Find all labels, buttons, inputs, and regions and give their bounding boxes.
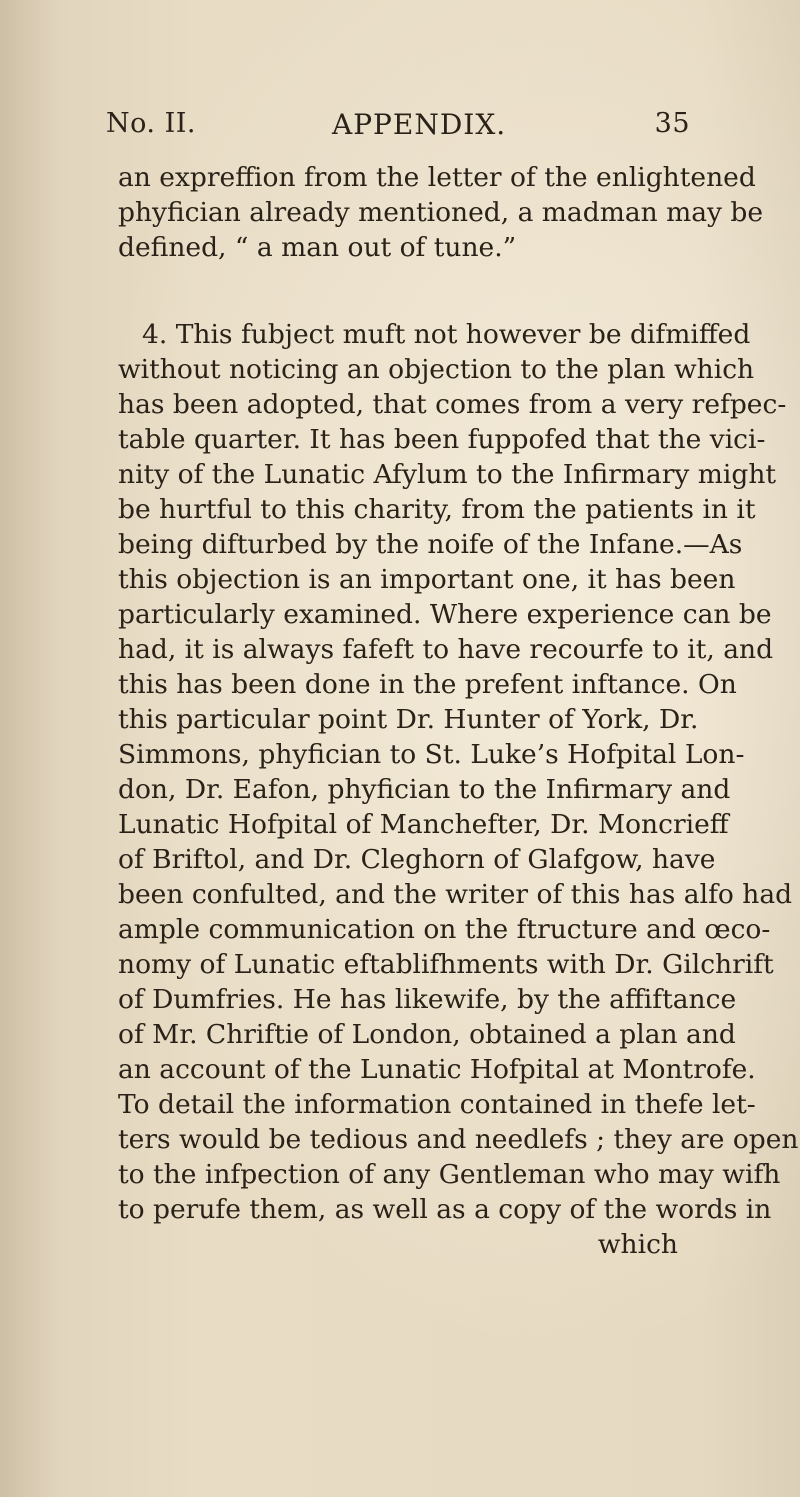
text-line: nomy of Lunatic eftablifhments with Dr. Gilchrift	[118, 949, 774, 980]
text-line: been confulted, and the writer of this has alfo had	[118, 879, 793, 910]
text-line: Lunatic Hofpital of Manchefter, Dr. Moncrieff	[118, 809, 729, 840]
paragraph-2	[118, 317, 799, 1262]
text-line: has been adopted, that comes from a very refpec-	[118, 389, 787, 420]
text-line: of Dumfries. He has likewife, by the affiftance	[118, 984, 737, 1015]
text-line: being difturbed by the noife of the Infane.—As	[118, 529, 743, 560]
text-line: this particular point Dr. Hunter of York, Dr.	[118, 704, 699, 735]
text-line: defined, “ a man out of tune.”	[118, 232, 517, 263]
text-line: ters would be tedious and needlefs ; they are open	[118, 1124, 799, 1155]
text-line: had, it is always fafeft to have recourfe to it, and	[118, 634, 774, 665]
text-line: this objection is an important one, it has been	[118, 564, 736, 595]
text-line: without noticing an objection to the plan which	[118, 354, 755, 385]
text-line: this has been done in the prefent inftance. On	[118, 669, 737, 700]
section-label: No. II.	[106, 108, 196, 139]
page-title: APPENDIX.	[332, 108, 507, 141]
text-line: ample communication on the ftructure and œco-	[118, 914, 771, 945]
paragraph-1	[118, 160, 764, 265]
page-number: 35	[654, 108, 690, 139]
text-line: to the infpection of any Gentleman who may wifh	[118, 1159, 781, 1190]
running-header	[106, 108, 690, 148]
text-line: be hurtful to this charity, from the patients in it	[118, 494, 756, 525]
text-line: nity of the Lunatic Afylum to the Infirmary might	[118, 459, 777, 490]
text-line: Simmons, phyfician to St. Luke’s Hofpital Lon-	[118, 739, 745, 770]
text-line: of Briftol, and Dr. Cleghorn of Glafgow, have	[118, 844, 716, 875]
text-line: 4. This fubject muft not however be difmiffed	[142, 319, 751, 350]
text-line: an account of the Lunatic Hofpital at Montrofe.	[118, 1054, 756, 1085]
body-text	[118, 160, 799, 1262]
text-line: To detail the information contained in thefe let-	[118, 1089, 756, 1120]
text-line: particularly examined. Where experience can be	[118, 599, 772, 630]
catchword: which	[597, 1229, 678, 1260]
text-line: to perufe them, as well as a copy of the words in	[118, 1194, 772, 1225]
text-line: of Mr. Chriftie of London, obtained a plan and	[118, 1019, 736, 1050]
text-line: don, Dr. Eafon, phyfician to the Infirmary and	[118, 774, 731, 805]
paragraph-gap	[118, 265, 698, 317]
text-line: an expreffion from the letter of the enlightened	[118, 162, 756, 193]
text-line: table quarter. It has been fuppofed that the vici-	[118, 424, 766, 455]
text-line: phyfician already mentioned, a madman may be	[118, 197, 764, 228]
